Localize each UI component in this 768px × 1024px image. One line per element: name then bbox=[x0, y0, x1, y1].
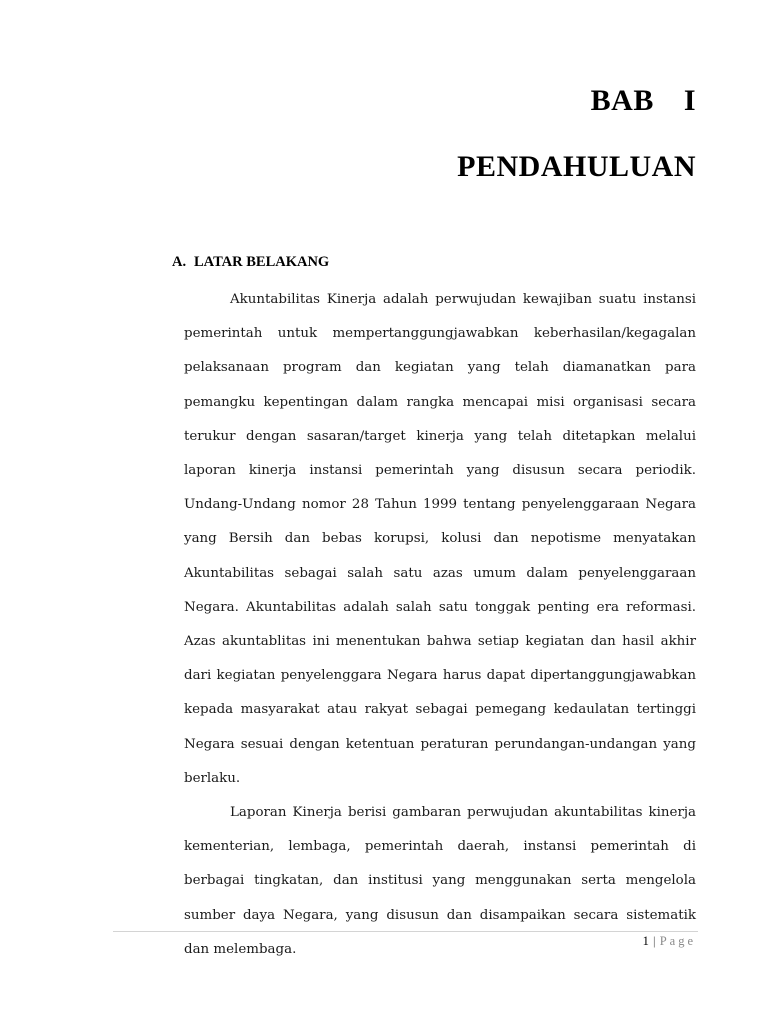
page-footer bbox=[643, 934, 696, 949]
page-label: Page bbox=[659, 934, 696, 948]
section-title: LATAR BELAKANG bbox=[194, 254, 330, 270]
footer-divider bbox=[113, 931, 698, 932]
footer-separator: | bbox=[653, 934, 656, 948]
body-text bbox=[184, 283, 696, 967]
paragraph-1: Akuntabilitas Kinerja adalah perwujudan kewajiban suatu instansi pemerintah untuk mempertanggungjawabkan keberhasilan/kegagalan pelaksanaan program dan kegiatan yang telah diamanatkan para pemangku kepentingan dalam rangka mencapai misi organisasi secara terukur dengan sasaran/target kinerja yang telah ditetapkan melalui laporan kinerja instansi pemerintah yang disusun secara periodik. Undang-Undang nomor 28 Tahun 1999 tentang penyelenggaraan Negara yang Bersih dan bebas korupsi, kolusi dan nepotisme menyatakan Akuntabilitas sebagai salah satu azas umum dalam penyelenggaraan Negara. Akuntabilitas adalah salah satu tonggak penting era reformasi. Azas akuntablitas ini menentukan bahwa setiap kegiatan dan hasil akhir dari kegiatan penyelenggara Negara harus dapat dipertanggungjawabkan kepada masyarakat atau rakyat sebagai pemegang kedaulatan tertinggi Negara sesuai dengan ketentuan peraturan perundangan-undangan yang berlaku. bbox=[184, 292, 696, 786]
section-heading bbox=[172, 254, 329, 271]
section-letter: A. bbox=[172, 254, 187, 270]
chapter-title: PENDAHULUAN bbox=[457, 150, 696, 183]
chapter-number: BAB I bbox=[590, 84, 696, 117]
page-number: 1 bbox=[642, 934, 649, 948]
paragraph-2: Laporan Kinerja berisi gambaran perwujudan akuntabilitas kinerja kementerian, lembaga, pemerintah daerah, instansi pemerintah di berbagai tingkatan, dan institusi yang menggunakan serta mengelola sumber daya Negara, yang disusun dan disampaikan secara sistematik dan melembaga. bbox=[184, 805, 696, 957]
